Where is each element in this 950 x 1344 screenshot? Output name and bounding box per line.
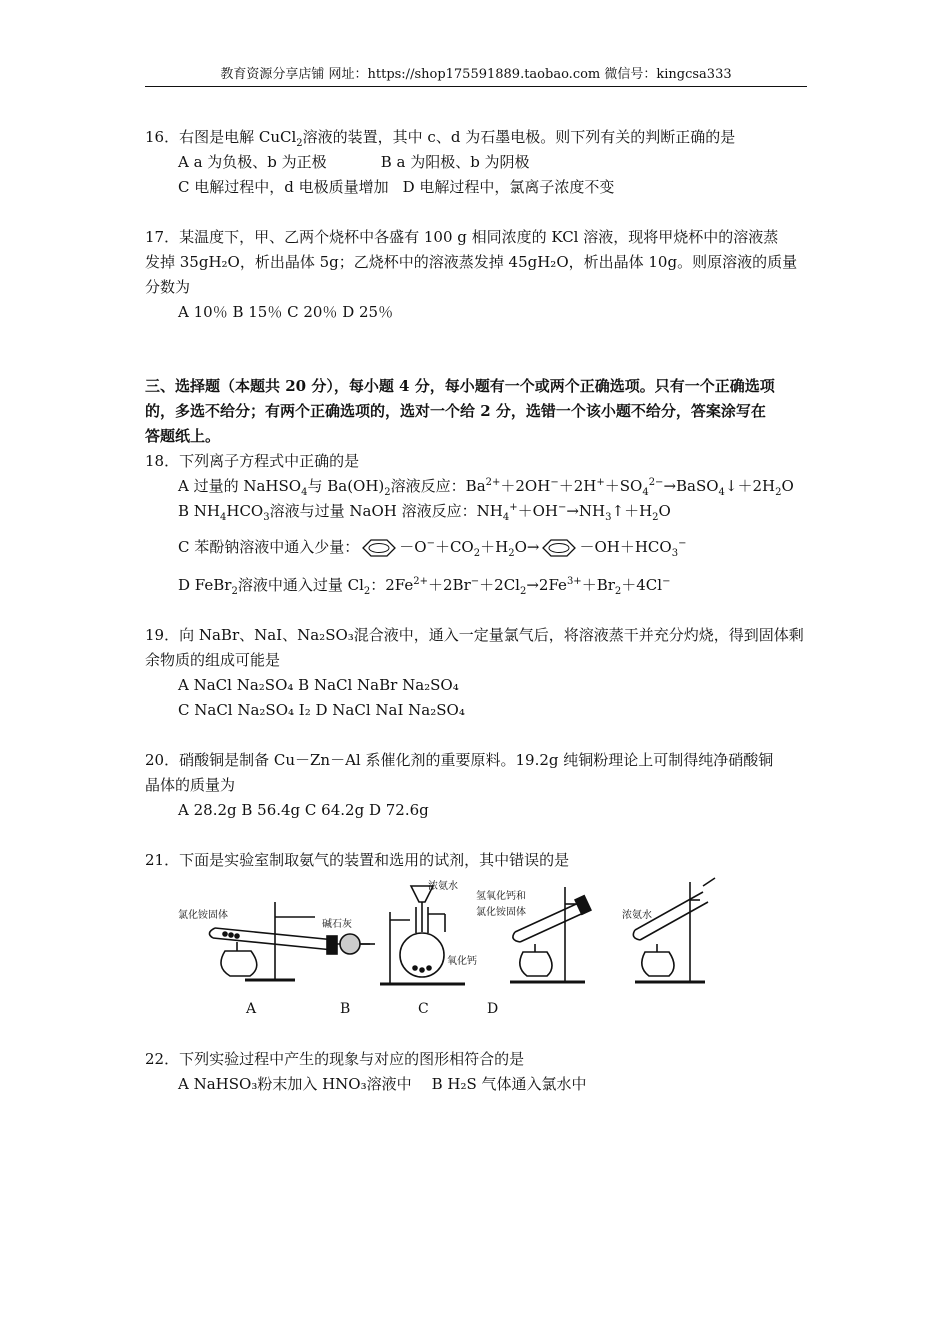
label-b-ammonia: 浓氨水 <box>428 881 458 892</box>
q22-stem: 22．下列实验过程中产生的现象与对应的图形相符合的是 <box>145 1050 525 1068</box>
q16-option-b: B a 为阳极、b 为阴极 <box>380 153 530 171</box>
label-d-ammonia: 浓氨水 <box>622 910 652 921</box>
q18-option-a: A 过量的 NaHSO$_4$与 $Ba(OH)_2$溶液反应：$Ba^{2+}+2OH^-+2H^++SO_4^{2-}\to BaSO_4↓+2H_2O$ <box>178 477 794 498</box>
q19-options-cd: C NaCl Na₂SO₄ I₂ D NaCl NaI Na₂SO₄ <box>178 701 465 719</box>
q18-option-c: C 苯酚钠溶液中通入少量： $-O^-+CO_2+H_2O\to -OH+HCO_3^-$ <box>178 538 687 559</box>
label-a-reagent: 氯化铵固体 <box>178 910 228 921</box>
section3-line3: 答题纸上。 <box>145 427 221 445</box>
figure-label-c: C <box>418 1001 429 1017</box>
apparatus-b <box>380 886 465 984</box>
q16-options-cd <box>178 176 614 198</box>
q18-stem: 18．下列离子方程式中正确的是 <box>145 452 360 470</box>
apparatus-d <box>633 878 715 982</box>
q20-options: A 28.2g B 56.4g C 64.2g D 72.6g <box>178 801 429 819</box>
header-rule <box>145 86 807 87</box>
section3-line1: 三、选择题（本题共 20 分），每小题 4 分，每小题有一个或两个正确选项。只有一个正确选项 <box>145 377 775 395</box>
q22-option-b: B H₂S 气体通入氯水中 <box>431 1075 587 1093</box>
figure-label-b: B <box>340 1001 351 1017</box>
figure-label-d: D <box>487 1001 499 1017</box>
q19-options-ab: A NaCl Na₂SO₄ B NaCl NaBr Na₂SO₄ <box>178 676 459 694</box>
q16-stem: 16．右图是电解 CuCl$_2$溶液的装置，其中 c、d 为石墨电极。则下列有关的判断正确的是 <box>145 128 736 149</box>
label-a-soda-lime: 碱石灰 <box>322 919 352 930</box>
q19-line1: 19．向 NaBr、NaI、Na₂SO₃混合液中，通入一定量氯气后，将溶液蒸干并充分灼烧，得到固体剩 <box>145 626 804 644</box>
q17-options: A 10％ B 15％ C 20％ D 25％ <box>178 303 394 321</box>
q18-option-d: D FeBr$_2$溶液中通入过量 $Cl_2$：$2Fe^{2+}+2Br^-+2Cl_2\to 2Fe^{3+}+Br_2+4Cl^-$ <box>178 576 671 597</box>
q18-option-b: B $NH_4HCO_3$溶液与过量 NaOH 溶液反应：$NH_4^++OH^-\to NH_3↑+H_2O$ <box>178 502 671 523</box>
q16-option-d: D 电解过程中，氯离子浓度不变 <box>402 178 615 196</box>
q16-option-c: C 电解过程中，d 电极质量增加 <box>178 178 389 196</box>
benzene-ring-icon <box>539 537 579 559</box>
label-b-cao: 氧化钙 <box>447 956 477 967</box>
q21-stem: 21．下面是实验室制取氨气的装置和选用的试剂，其中错误的是 <box>145 851 570 869</box>
apparatus-a <box>209 902 375 980</box>
q22-options <box>178 1073 587 1095</box>
q17-line1: 17．某温度下，甲、乙两个烧杯中各盛有 100 g 相同浓度的 KCl 溶液，现将甲烧杯中的溶液蒸 <box>145 228 779 246</box>
page-header: 教育资源分享店铺 网址：https://shop175591889.taobao.com 微信号：kingcsa333 <box>220 67 732 82</box>
figure-label-a: A <box>246 1001 257 1017</box>
label-c-reagent1: 氢氧化钙和 <box>476 891 526 902</box>
q17-line3: 分数为 <box>145 278 191 296</box>
q17-line2: 发掉 35gH₂O，析出晶体 5g；乙烧杯中的溶液蒸发掉 45gH₂O，析出晶体 10g。则原溶液的质量 <box>145 253 798 271</box>
q20-line1: 20．硝酸铜是制备 Cu－Zn－Al 系催化剂的重要原料。19.2g 纯铜粉理论上可制得纯净硝酸铜 <box>145 751 774 769</box>
q16-options-ab <box>178 151 530 173</box>
label-c-reagent2: 氯化铵固体 <box>476 907 526 918</box>
q20-line2: 晶体的质量为 <box>145 776 236 794</box>
section3-line2: 的，多选不给分；有两个正确选项的，选对一个给 2 分，选错一个该小题不给分，答案涂写在 <box>145 402 766 420</box>
q19-line2: 余物质的组成可能是 <box>145 651 281 669</box>
benzene-ring-icon <box>359 537 399 559</box>
q22-option-a: A NaHSO₃粉末加入 HNO₃溶液中 <box>178 1075 412 1093</box>
q16-option-a: A a 为负极、b 为正极 <box>178 153 327 171</box>
